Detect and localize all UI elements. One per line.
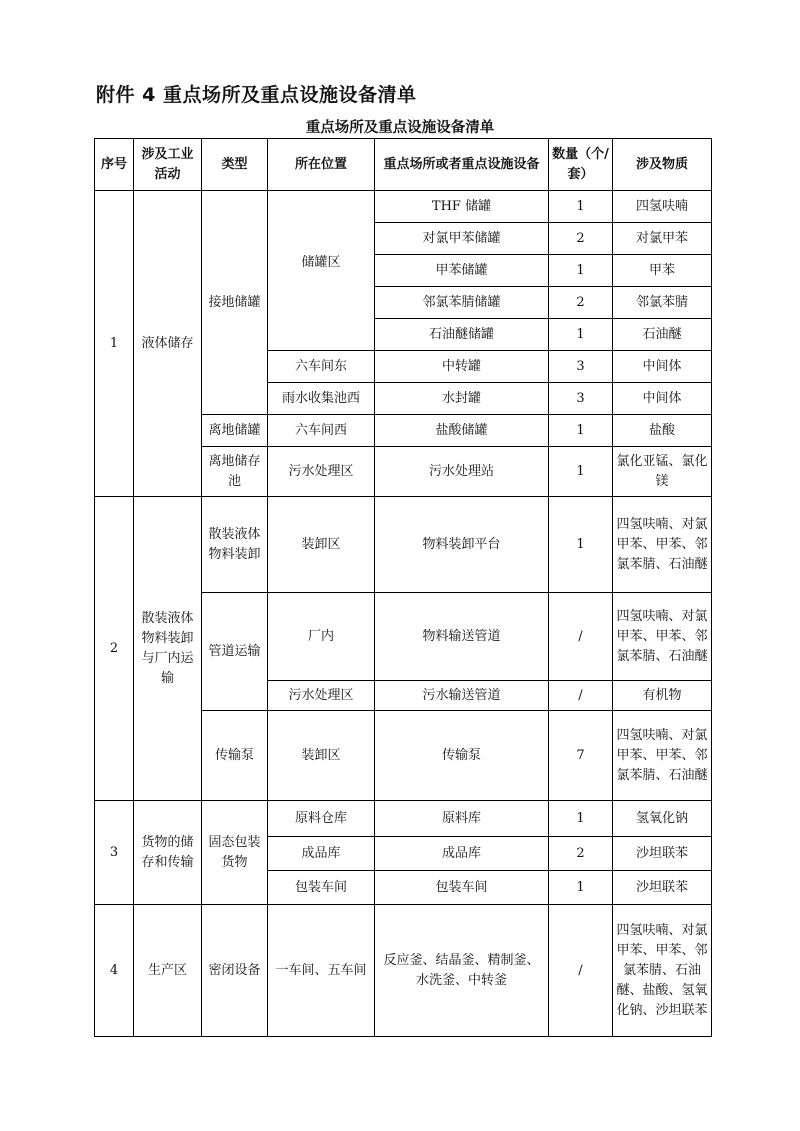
header-no: 序号	[95, 139, 134, 191]
type-cell: 密闭设备	[202, 905, 268, 1037]
header-type: 类型	[202, 139, 268, 191]
substance-cell: 氢氧化钠	[613, 801, 712, 837]
facility-cell: 甲苯储罐	[375, 255, 549, 287]
location-cell: 原料仓库	[268, 801, 375, 837]
quantity-cell: /	[549, 681, 613, 711]
substance-cell: 沙坦联苯	[613, 837, 712, 871]
quantity-cell: 1	[549, 801, 613, 837]
facility-cell: 包装车间	[375, 871, 549, 905]
substance-cell: 甲苯	[613, 255, 712, 287]
type-cell: 固态包装货物	[202, 801, 268, 905]
header-quantity: 数量（个/套）	[549, 139, 613, 191]
table-row	[95, 497, 712, 593]
quantity-cell: 7	[549, 711, 613, 801]
facility-cell: 反应釜、结晶釜、精制釜、水洗釜、中转釜	[375, 905, 549, 1037]
quantity-cell: 3	[549, 383, 613, 415]
header-row	[95, 139, 712, 191]
group-number: 4	[95, 905, 134, 1037]
location-cell: 储罐区	[268, 191, 375, 351]
location-cell: 六车间西	[268, 415, 375, 447]
table-row	[95, 801, 712, 837]
substance-cell: 四氢呋喃、对氯甲苯、甲苯、邻氯苯腈、石油醚、盐酸、氢氧化钠、沙坦联苯	[613, 905, 712, 1037]
location-cell: 雨水收集池西	[268, 383, 375, 415]
facility-cell: 物料输送管道	[375, 593, 549, 681]
group-number: 2	[95, 497, 134, 801]
location-cell: 成品库	[268, 837, 375, 871]
quantity-cell: 1	[549, 415, 613, 447]
type-cell: 管道运输	[202, 593, 268, 711]
substance-cell: 氯化亚锰、氯化镁	[613, 447, 712, 497]
quantity-cell: /	[549, 905, 613, 1037]
type-cell: 离地储存池	[202, 447, 268, 497]
location-cell: 装卸区	[268, 497, 375, 593]
location-cell: 装卸区	[268, 711, 375, 801]
facility-cell: 中转罐	[375, 351, 549, 383]
substance-cell: 对氯甲苯	[613, 223, 712, 255]
activity-cell: 散装液体物料装卸与厂内运输	[134, 497, 202, 801]
table-row	[95, 905, 712, 1037]
location-cell: 污水处理区	[268, 681, 375, 711]
quantity-cell: 1	[549, 319, 613, 351]
group-number: 3	[95, 801, 134, 905]
header-facility: 重点场所或者重点设施设备	[375, 139, 549, 191]
header-substance: 涉及物质	[613, 139, 712, 191]
substance-cell: 有机物	[613, 681, 712, 711]
type-cell: 离地储罐	[202, 415, 268, 447]
activity-cell: 货物的储存和传输	[134, 801, 202, 905]
location-cell: 包装车间	[268, 871, 375, 905]
group-number: 1	[95, 191, 134, 497]
facility-cell: 原料库	[375, 801, 549, 837]
substance-cell: 邻氯苯腈	[613, 287, 712, 319]
quantity-cell: /	[549, 593, 613, 681]
activity-cell: 生产区	[134, 905, 202, 1037]
quantity-cell: 1	[549, 447, 613, 497]
type-cell: 接地储罐	[202, 191, 268, 415]
substance-cell: 中间体	[613, 383, 712, 415]
substance-cell: 四氢呋喃	[613, 191, 712, 223]
substance-cell: 中间体	[613, 351, 712, 383]
substance-cell: 盐酸	[613, 415, 712, 447]
facility-cell: 传输泵	[375, 711, 549, 801]
quantity-cell: 1	[549, 255, 613, 287]
table-title: 重点场所及重点设施设备清单	[305, 120, 495, 136]
facility-cell: 盐酸储罐	[375, 415, 549, 447]
quantity-cell: 1	[549, 871, 613, 905]
quantity-cell: 1	[549, 191, 613, 223]
facility-cell: 污水处理站	[375, 447, 549, 497]
quantity-cell: 2	[549, 223, 613, 255]
quantity-cell: 2	[549, 837, 613, 871]
header-activity: 涉及工业活动	[134, 139, 202, 191]
quantity-cell: 1	[549, 497, 613, 593]
type-cell: 散装液体物料装卸	[202, 497, 268, 593]
facility-cell: 对氯甲苯储罐	[375, 223, 549, 255]
location-cell: 一车间、五车间	[268, 905, 375, 1037]
location-cell: 污水处理区	[268, 447, 375, 497]
substance-cell: 四氢呋喃、对氯甲苯、甲苯、邻氯苯腈、石油醚	[613, 593, 712, 681]
quantity-cell: 2	[549, 287, 613, 319]
substance-cell: 四氢呋喃、对氯甲苯、甲苯、邻氯苯腈、石油醚	[613, 711, 712, 801]
table-row	[95, 191, 712, 223]
facility-cell: 物料装卸平台	[375, 497, 549, 593]
location-cell: 六车间东	[268, 351, 375, 383]
header-location: 所在位置	[268, 139, 375, 191]
substance-cell: 沙坦联苯	[613, 871, 712, 905]
document-heading: 附件 4 重点场所及重点设施设备清单	[96, 84, 417, 106]
facility-cell: 污水输送管道	[375, 681, 549, 711]
facility-cell: THF 储罐	[375, 191, 549, 223]
facility-cell: 邻氯苯腈储罐	[375, 287, 549, 319]
facility-cell: 成品库	[375, 837, 549, 871]
substance-cell: 四氢呋喃、对氯甲苯、甲苯、邻氯苯腈、石油醚	[613, 497, 712, 593]
facility-cell: 石油醚储罐	[375, 319, 549, 351]
location-cell: 厂内	[268, 593, 375, 681]
substance-cell: 石油醚	[613, 319, 712, 351]
quantity-cell: 3	[549, 351, 613, 383]
facility-cell: 水封罐	[375, 383, 549, 415]
type-cell: 传输泵	[202, 711, 268, 801]
activity-cell: 液体储存	[134, 191, 202, 497]
inventory-table	[94, 138, 712, 1037]
